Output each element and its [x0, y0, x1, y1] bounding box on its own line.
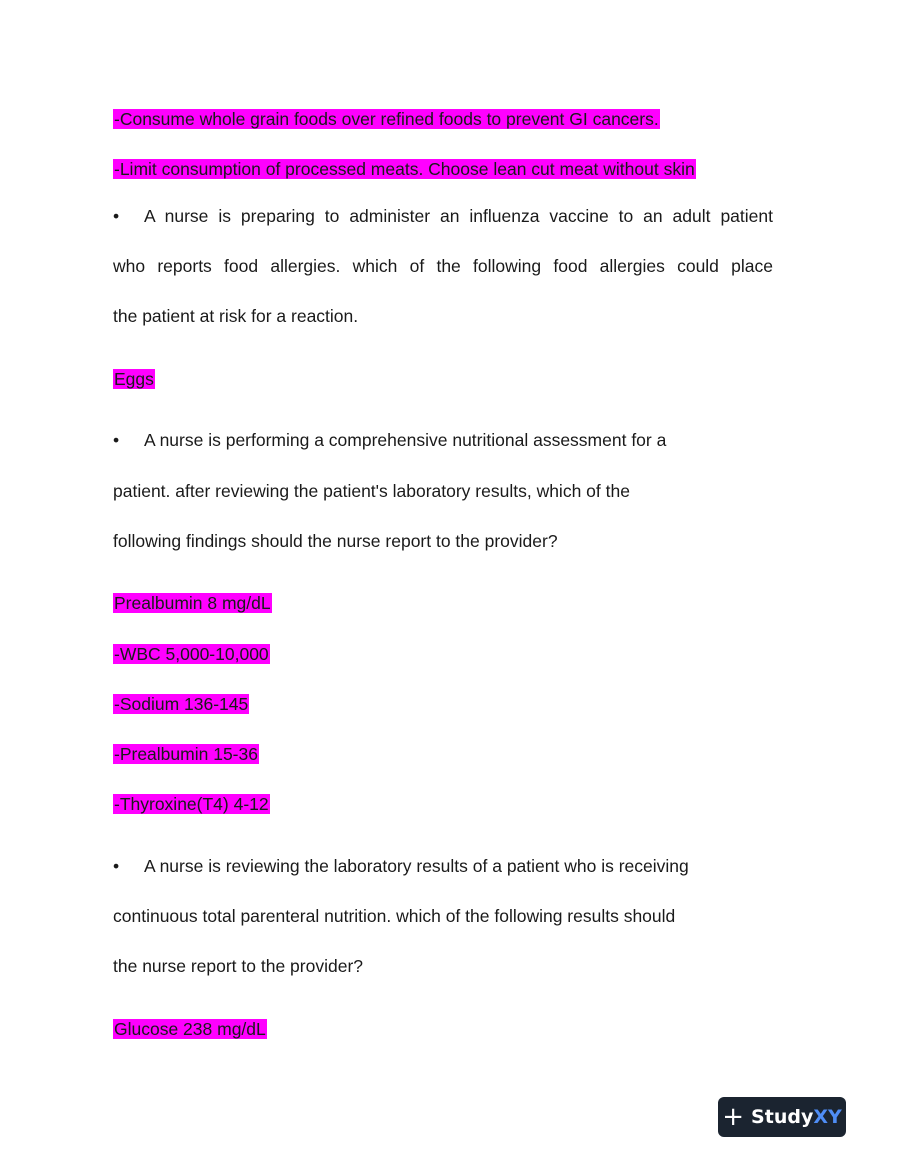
highlighted-text: -Sodium 136-145: [114, 694, 249, 714]
highlighted-text: -Consume whole grain foods over refined foods to prevent GI cancers.: [114, 109, 659, 129]
question-text: the patient at risk for a reaction.: [113, 306, 359, 326]
question-text: who reports food allergies. which of the following food allergies could place: [113, 256, 773, 276]
highlighted-answer: Eggs: [114, 369, 154, 389]
question-text: A nurse is reviewing the laboratory results of a patient who is receiving: [144, 856, 689, 876]
reference-line: [113, 643, 270, 665]
reference-line: [113, 693, 249, 715]
answer-line: [113, 592, 272, 614]
bullet-icon: •: [113, 856, 120, 876]
plus-icon: +: [722, 1102, 745, 1132]
highlighted-text: -Thyroxine(T4) 4-12: [114, 794, 269, 814]
highlighted-answer: Glucose 238 mg/dL: [114, 1019, 266, 1039]
text-line: [113, 108, 660, 130]
answer-line: [113, 1018, 267, 1040]
question-text: A nurse is performing a comprehensive nutritional assessment for a: [144, 430, 667, 450]
brand-suffix: XY: [813, 1106, 842, 1128]
reference-line: [113, 743, 259, 765]
question-text: patient. after reviewing the patient's laboratory results, which of the: [113, 481, 630, 501]
bullet-icon: •: [113, 206, 120, 226]
question-text: continuous total parenteral nutrition. which of the following results should: [113, 906, 676, 926]
brand-prefix: Study: [751, 1106, 814, 1128]
question-text: following findings should the nurse report to the provider?: [113, 531, 558, 551]
answer-line: [113, 368, 155, 390]
bullet-icon: •: [113, 430, 120, 450]
question-text: the nurse report to the provider?: [113, 956, 364, 976]
reference-line: [113, 793, 270, 815]
highlighted-text: -Prealbumin 15-36: [114, 744, 258, 764]
text-line: [113, 158, 696, 180]
highlighted-text: -Limit consumption of processed meats. Choose lean cut meat without skin: [114, 159, 695, 179]
highlighted-answer: Prealbumin 8 mg/dL: [114, 593, 271, 613]
question-text: A nurse is preparing to administer an influenza vaccine to an adult patient: [144, 206, 773, 226]
studyxy-badge[interactable]: [718, 1097, 846, 1137]
highlighted-text: -WBC 5,000-10,000: [114, 644, 269, 664]
